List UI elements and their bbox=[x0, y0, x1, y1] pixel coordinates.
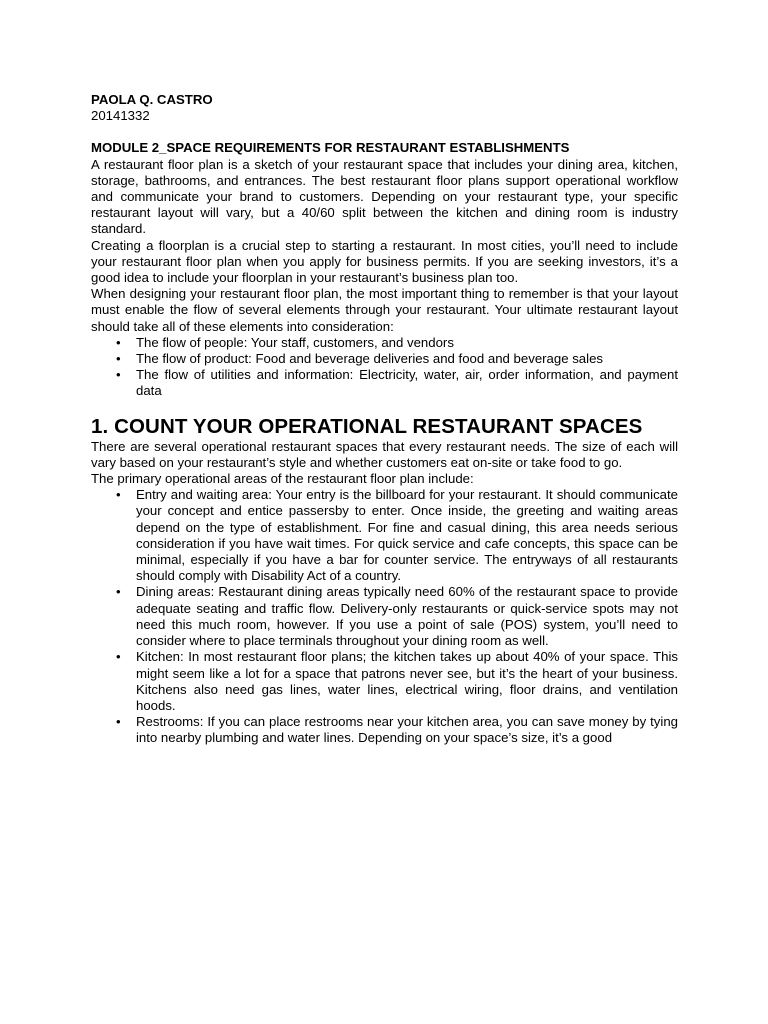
bullet-icon: • bbox=[116, 649, 121, 665]
floorplan-paragraph: Creating a floorplan is a crucial step to starting a restaurant. In most cities, you’ll need to include your restaurant floor plan when you apply for business permits. If you are seeking investors, it’s a good idea to include your floorplan in your restaurant’s business plan too. bbox=[91, 237, 678, 286]
areas-list bbox=[91, 487, 678, 746]
student-id: 20141332 bbox=[91, 108, 150, 124]
list-item bbox=[91, 367, 678, 399]
bullet-icon: • bbox=[116, 487, 121, 503]
list-item bbox=[91, 487, 678, 584]
design-paragraph: When designing your restaurant floor plan, the most important thing to remember is that your layout must enable the flow of several elements through your restaurant. Your ultimate restaurant layout should take all of these elements into consideration: bbox=[91, 286, 678, 334]
bullet-icon: • bbox=[116, 584, 121, 600]
list-item bbox=[91, 649, 678, 714]
bullet-icon: • bbox=[116, 334, 121, 350]
spaces-paragraph: There are several operational restaurant spaces that every restaurant needs. The size of each will vary based on your restaurant’s style and whether customers eat on-site or take food to go. bbox=[91, 438, 678, 470]
flow-list bbox=[91, 335, 678, 400]
list-item-text: Entry and waiting area: Your entry is the billboard for your restaurant. It should communicate your concept and entice passersby to enter. Once inside, the greeting and waiting areas depend on the type of establishment. For fine and casual dining, this area needs serious consideration if you have wait times. For quick service and cafe concepts, this space can be minimal, especially if you have a bar for counter service. The entryways of all restaurants should comply with Disability Act of a country. bbox=[136, 487, 678, 584]
bullet-icon: • bbox=[116, 351, 121, 367]
bullet-icon: • bbox=[116, 367, 121, 383]
list-item-text: Restrooms: If you can place restrooms near your kitchen area, you can save money by tying into nearby plumbing and water lines. Depending on your space’s size, it’s a good bbox=[136, 714, 678, 746]
list-item bbox=[91, 351, 678, 367]
list-item-text: The flow of product: Food and beverage deliveries and food and beverage sales bbox=[136, 351, 603, 367]
intro-paragraph: A restaurant floor plan is a sketch of your restaurant space that includes your dining area, kitchen, storage, bathrooms, and entrances. The best restaurant floor plans support operational workflow and communicate your brand to customers. Depending on your restaurant type, your specific restaurant layout will vary, but a 40/60 split between the kitchen and dining room is industry standard. bbox=[91, 156, 678, 237]
bullet-icon: • bbox=[116, 714, 121, 730]
section-heading: 1. COUNT YOUR OPERATIONAL RESTAURANT SPACES bbox=[91, 414, 643, 438]
areas-intro-paragraph: The primary operational areas of the restaurant floor plan include: bbox=[91, 471, 474, 487]
module-title: MODULE 2_SPACE REQUIREMENTS FOR RESTAURANT ESTABLISHMENTS bbox=[91, 140, 570, 156]
list-item bbox=[91, 584, 678, 649]
list-item-text: The flow of utilities and information: Electricity, water, air, order information, and payment data bbox=[136, 367, 678, 399]
list-item-text: Kitchen: In most restaurant floor plans; the kitchen takes up about 40% of your space. This might seem like a lot for a space that patrons never see, but it’s the heart of your business. Kitchens also need gas lines, water lines, electrical wiring, floor drains, and ventilation hoods. bbox=[136, 649, 678, 713]
list-item-text: Dining areas: Restaurant dining areas typically need 60% of the restaurant space to provide adequate seating and traffic flow. Delivery-only restaurants or quick-service spots may not need this much room, however. If you use a point of sale (POS) system, you’ll need to consider where to place terminals throughout your dining room as well. bbox=[136, 584, 678, 649]
list-item-text: The flow of people: Your staff, customers, and vendors bbox=[136, 334, 454, 350]
author-name: PAOLA Q. CASTRO bbox=[91, 92, 213, 107]
list-item bbox=[91, 335, 678, 351]
list-item bbox=[91, 714, 678, 746]
